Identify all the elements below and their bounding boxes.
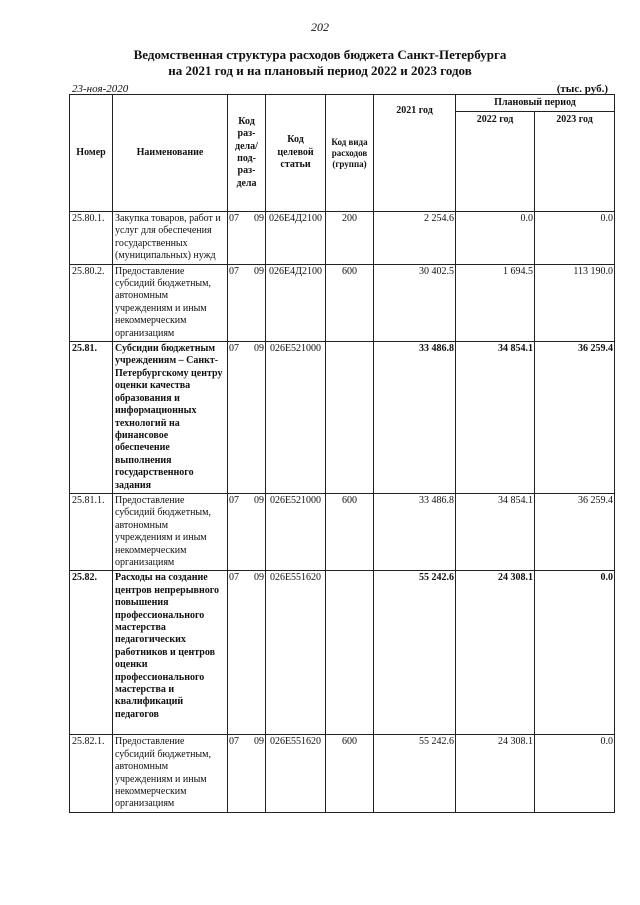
row-name: Закупка товаров, работ и услуг для обеспечения государственных (муниципальных) нужд [113,212,228,265]
row-number: 25.82. [70,571,113,735]
row-section-code [228,735,266,812]
section-code: 07 [229,213,239,224]
row-section-code [228,264,266,341]
page-number: 202 [311,20,329,34]
header-number: Номер [70,95,113,212]
row-expense-type [326,342,374,494]
row-name: Предоставление субсидий бюджетным, автономным учреждениям и иным некоммерческим организациям [113,493,228,570]
row-number: 25.81.1. [70,493,113,570]
table-row [70,493,615,570]
section-code: 07 [229,736,239,748]
row-amount-2023: 0.0 [535,212,615,265]
subsection-code: 09 [254,494,264,506]
row-section-code [228,571,266,735]
row-amount-2022: 24 308.1 [456,571,535,735]
row-amount-2021: 55 242.6 [374,735,456,812]
row-amount-2021: 33 486.8 [374,342,456,494]
document-date: 23-ноя-2020 [72,83,129,95]
row-expense-type: 600 [326,493,374,570]
subsection-code: 09 [254,265,264,277]
row-expense-type: 200 [326,212,374,265]
units-label: (тыс. руб.) [556,83,608,95]
row-target-code: 026Е551620 [266,571,326,735]
header-target: Код целевой статьи [266,95,326,212]
row-expense-type: 600 [326,264,374,341]
row-amount-2021: 55 242.6 [374,571,456,735]
section-code: 07 [229,572,239,584]
subsection-code: 09 [254,343,264,355]
row-section-code [228,212,266,265]
row-amount-2022: 1 694.5 [456,264,535,341]
row-amount-2021: 33 486.8 [374,493,456,570]
subsection-code: 09 [254,736,264,748]
header-2023: 2023 год [535,112,615,212]
row-number: 25.80.1. [70,212,113,265]
row-name: Предоставление субсидий бюджетным, автономным учреждениям и иным некоммерческим организациям [113,264,228,341]
row-number: 25.81. [70,342,113,494]
row-target-code: 026Е4Д2100 [266,264,326,341]
row-amount-2023: 36 259.4 [535,493,615,570]
section-code: 07 [229,265,239,277]
subsection-code: 09 [254,572,264,584]
row-target-code: 026Е551620 [266,735,326,812]
table-row [70,264,615,341]
row-name: Субсидии бюджетным учреждениям – Санкт-Петербургскому центру оценки качества образования и информационных технологий на финансовое обеспечение выполнения государственного задания [113,342,228,494]
row-expense-type: 600 [326,735,374,812]
table-row [70,212,615,265]
subsection-code: 09 [254,213,264,224]
row-amount-2023: 0.0 [535,571,615,735]
row-name: Предоставление субсидий бюджетным, автономным учреждениям и иным некоммерческим организациям [113,735,228,812]
row-amount-2022: 34 854.1 [456,342,535,494]
table-row [70,571,615,735]
row-amount-2021: 2 254.6 [374,212,456,265]
row-amount-2023: 113 190.0 [535,264,615,341]
row-amount-2022: 0.0 [456,212,535,265]
row-name: Расходы на создание центров непрерывного повышения профессионального мастерства педагогических работников и центров оценки профессионального мастерства и квалификаций педагогов [113,571,228,735]
header-name: Наименование [113,95,228,212]
row-amount-2022: 24 308.1 [456,735,535,812]
row-section-code [228,342,266,494]
row-target-code: 026Е4Д2100 [266,212,326,265]
row-amount-2023: 0.0 [535,735,615,812]
budget-table [69,94,615,813]
table-row [70,735,615,812]
row-amount-2023: 36 259.4 [535,342,615,494]
row-number: 25.82.1. [70,735,113,812]
title-line-2: на 2021 год и на плановый период 2022 и 2023 годов [168,63,472,78]
section-code: 07 [229,343,239,355]
row-amount-2021: 30 402.5 [374,264,456,341]
header-plan-period: Плановый период [456,95,615,112]
header-2022: 2022 год [456,112,535,212]
row-section-code [228,493,266,570]
section-code: 07 [229,494,239,506]
row-amount-2022: 34 854.1 [456,493,535,570]
row-target-code: 026Е521000 [266,493,326,570]
header-expense-type: Код вида расходов (группа) [326,95,374,212]
row-target-code: 026Е521000 [266,342,326,494]
header-2021: 2021 год [374,95,456,212]
row-expense-type [326,571,374,735]
document-title [0,47,640,79]
title-line-1: Ведомственная структура расходов бюджета Санкт-Петербурга [133,47,507,62]
table-row [70,342,615,494]
header-section: Код раз-дела/ под-раз-дела [228,95,266,212]
row-number: 25.80.2. [70,264,113,341]
